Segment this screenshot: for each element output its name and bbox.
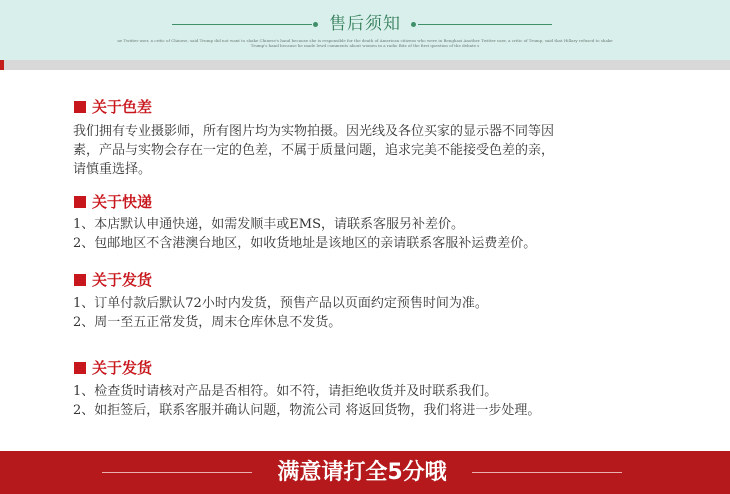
section-body [73, 215, 663, 253]
header-decorative-text: ne Twitter user, a critic of Chinese, said Trump did not want to shake Chinese's hand because she is responsible for the death of American citizens who were in Benghazi Another Twitter user, a critic of Trump, said that Hillary refused to shake Trump's hand because he made lewd comments about women in a radio Bitz of the first question of the debate s [117, 38, 613, 48]
header-title-row [0, 13, 730, 35]
section-line: 1、本店默认申通快递，如需发顺丰或EMS，请联系客服另补差价。 [73, 217, 464, 232]
section-line: 1、订单付款后默认72小时内发货，预售产品以页面约定预售时间为准。 [73, 296, 488, 311]
section-title: 关于快递 [92, 193, 153, 211]
section-marker-square [74, 101, 86, 113]
footer-rating-message: 满意请打全5分哦 [277, 460, 447, 485]
header-red-accent [0, 60, 4, 70]
notice-content [0, 70, 730, 451]
header-title: 售后须知 [329, 14, 401, 34]
section-line: 请慎重选择。 [73, 162, 152, 177]
footer-divider-left [102, 472, 252, 473]
section-line: 2、周一至五正常发货，周末仓库休息不发货。 [73, 315, 342, 330]
section-marker-square [74, 362, 86, 374]
section-body [73, 382, 663, 420]
section-marker-square [74, 274, 86, 286]
section-title: 关于发货 [92, 271, 153, 289]
section-line: 我们拥有专业摄影师，所有图片均为实物拍摄。因光线及各位买家的显示器不同等因 [73, 124, 555, 139]
section-line: 1、检查货时请核对产品是否相符。如不符，请拒绝收货并及时联系我们。 [73, 384, 498, 399]
section-marker-square [74, 196, 86, 208]
section-line: 素，产品与实物会存在一定的色差，不属于质量问题，追求完美不能接受色差的亲， [73, 143, 555, 158]
header-dot-right [411, 22, 416, 27]
header-divider-left [172, 24, 312, 25]
footer-banner [0, 451, 730, 494]
header-dot-left [313, 22, 318, 27]
footer-divider-right [472, 472, 622, 473]
header-divider-right [418, 24, 552, 25]
section-title: 关于发货 [92, 359, 153, 377]
section-line: 2、如拒签后，联系客服并确认问题，物流公司 将返回货物，我们将进一步处理。 [73, 403, 541, 418]
section-line: 2、包邮地区不含港澳台地区，如收货地址是该地区的亲请联系客服补运费差价。 [73, 236, 537, 251]
section-title: 关于色差 [92, 98, 153, 116]
section-body [73, 294, 663, 332]
header-gray-strip [0, 60, 730, 70]
section-body [73, 122, 663, 179]
